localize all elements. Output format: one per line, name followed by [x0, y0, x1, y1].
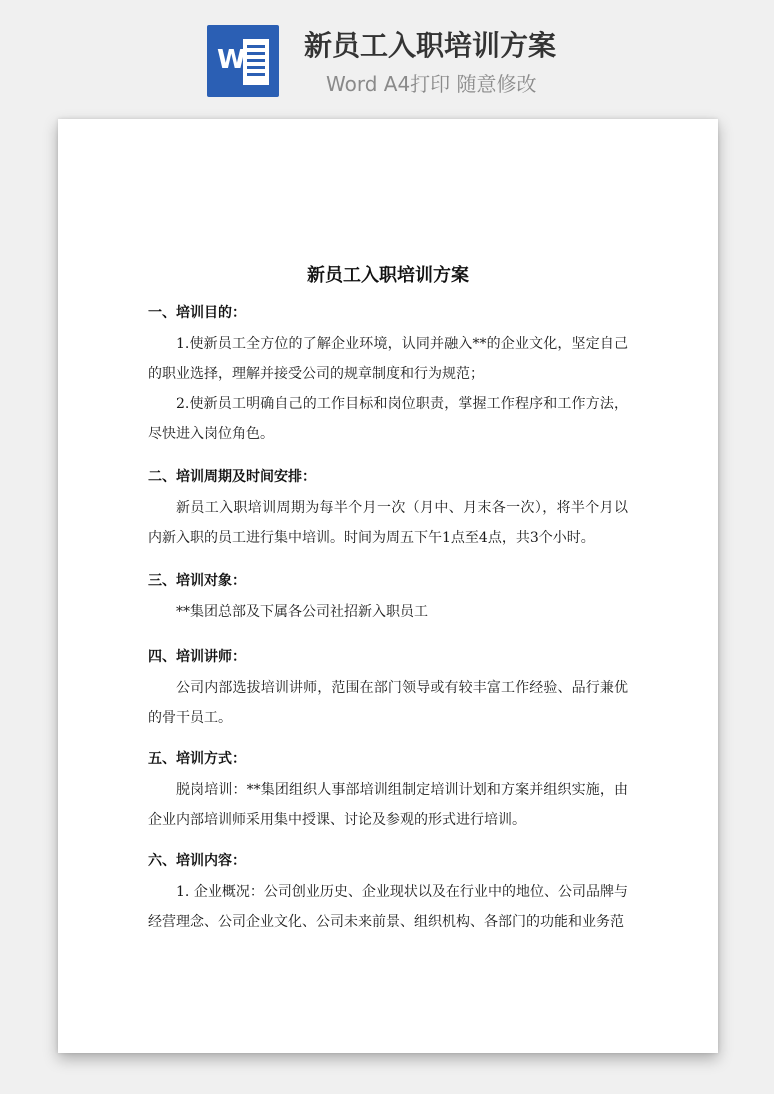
word-logo-line — [247, 66, 265, 69]
word-logo-letter: W — [217, 45, 246, 75]
paragraph: **集团总部及下属各公司社招新入职员工 — [176, 604, 428, 620]
section-purpose — [148, 301, 628, 449]
section-heading: 六、培训内容： — [148, 853, 246, 869]
document-title: 新员工入职培训方案 — [307, 265, 469, 286]
section-schedule — [148, 465, 628, 553]
paragraph: 1. 企业概况：公司创业历史、企业现状以及在行业中的地位、公司品牌与经营理念、公司企业文化、公司未来前景、组织机构、各部门的功能和业务范 — [148, 884, 628, 930]
word-logo-line — [247, 45, 265, 48]
paragraph: 新员工入职培训周期为每半个月一次（月中、月末各一次），将半个月以内新入职的员工进行集中培训。时间为周五下午1点至4点，共3个小时。 — [148, 500, 628, 546]
paragraph: 公司内部选拔培训讲师，范围在部门领导或有较丰富工作经验、品行兼优的骨干员工。 — [148, 680, 628, 726]
header-title: 新员工入职培训方案 — [304, 29, 557, 62]
document-page — [58, 119, 718, 1053]
section-method — [148, 747, 628, 835]
word-logo-icon — [207, 25, 279, 97]
word-logo-line — [247, 52, 265, 55]
header-subtitle: Word A4打印 随意修改 — [326, 72, 537, 96]
section-heading: 一、培训目的： — [148, 305, 246, 321]
section-trainers — [148, 645, 628, 733]
section-content — [148, 849, 628, 937]
section-heading: 二、培训周期及时间安排： — [148, 469, 316, 485]
section-heading: 五、培训方式： — [148, 751, 246, 767]
paragraph: 1.使新员工全方位的了解企业环境，认同并融入**的企业文化，坚定自己的职业选择，理解并接受公司的规章制度和行为规范； — [148, 336, 628, 382]
template-header — [0, 0, 774, 112]
paragraph: 2.使新员工明确自己的工作目标和岗位职责，掌握工作程序和工作方法，尽快进入岗位角色。 — [148, 396, 628, 442]
paragraph: 脱岗培训：**集团组织人事部培训组制定培训计划和方案并组织实施，由企业内部培训师采用集中授课、讨论及参观的形式进行培训。 — [148, 782, 628, 828]
section-heading: 三、培训对象： — [148, 573, 246, 589]
word-logo-line — [247, 73, 265, 76]
section-audience — [148, 569, 628, 627]
section-heading: 四、培训讲师： — [148, 649, 246, 665]
word-logo-line — [247, 59, 265, 62]
